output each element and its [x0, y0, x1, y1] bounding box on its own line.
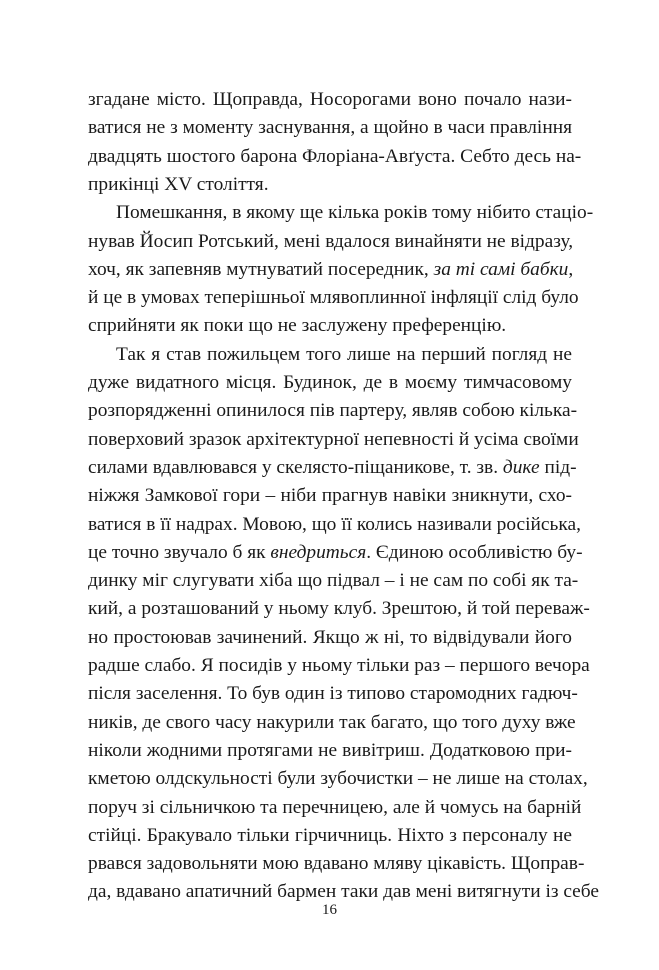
text-line — [88, 397, 578, 425]
italic-text: за ті самі бабки — [433, 258, 569, 280]
text-segment: поруч зі сільничкою та перечницею, але й чомусь на барній — [88, 796, 582, 818]
text-line — [88, 850, 585, 878]
text-segment: стійці. Бракувало тільки гірчичниць. Ніхто з персоналу не — [88, 824, 572, 846]
text-segment: це точно звучало б як — [88, 541, 271, 563]
text-segment: нував Йосип Ротський, мені вдалося винайняти не відразу, — [88, 230, 574, 252]
text-segment: радше слабо. Я посидів у ньому тільки раз – першого вечора — [88, 655, 590, 676]
text-segment: прикінці XV століття. — [88, 173, 269, 195]
text-line — [88, 567, 579, 595]
text-line — [88, 171, 572, 199]
text-line — [88, 595, 590, 623]
page-number: 16 — [322, 902, 337, 918]
text-segment: ватися в її надрах. Мовою, що її колись називали російська, — [88, 513, 581, 535]
text-line — [88, 143, 582, 171]
text-segment: під- — [539, 456, 577, 478]
text-segment: , — [568, 258, 574, 280]
text-segment: Помешкання, в якому ще кілька років тому нібито стаціо- — [116, 202, 594, 224]
text-segment: ватися не з моменту заснування, а щойно в часи правління — [88, 117, 572, 139]
text-segment: динку міг слугувати хіба що підвал – і не сам по собі як та- — [88, 570, 579, 592]
text-line — [88, 822, 572, 850]
text-line — [88, 312, 572, 340]
italic-text: дике — [502, 456, 540, 478]
text-line — [88, 284, 579, 312]
text-line — [88, 341, 572, 369]
text-line — [88, 114, 572, 142]
text-segment: силами вдавлювався у скелясто-піщаникове, т. зв. — [88, 456, 503, 478]
text-segment: . Єдиною особливістю бу- — [366, 541, 583, 563]
text-line — [88, 709, 576, 737]
text-segment: дуже видатного місця. Будинок, де в моєму тимчасовому — [88, 372, 572, 393]
text-line — [88, 454, 577, 482]
text-line — [88, 737, 572, 765]
text-segment: двадцять шостого барона Флоріана-Авґуста. Себто десь на- — [88, 145, 582, 167]
text-segment: й це в умовах теперішньої млявоплинної інфляції слід було — [88, 287, 579, 309]
text-segment: рвався задовольняти мою вдавано мляву цікавість. Щоправ- — [88, 853, 585, 875]
text-line — [88, 426, 579, 454]
text-segment: після заселення. То був один із типово старомодних гадюч- — [88, 683, 578, 705]
text-segment: згадане місто. Щоправда, Носорогами воно почало нази- — [88, 89, 572, 110]
text-segment: хоч, як запевняв мутнуватий посередник, — [88, 258, 434, 280]
text-segment: сприйняти як поки що не заслужену преференцію. — [88, 315, 507, 337]
text-segment: но простоював зачинений. Якщо ж ні, то відвідували його — [88, 626, 572, 648]
italic-text: внедриться — [270, 541, 367, 563]
text-line — [88, 794, 582, 822]
text-line — [88, 369, 572, 397]
text-segment: ніколи жодними протягами не вивітриш. Додатковою при- — [88, 739, 572, 761]
text-line — [88, 624, 572, 652]
text-segment: розпорядженні опинилося пів партеру, являв собою кілька- — [88, 400, 578, 422]
text-segment: поверховий зразок архітектурної непевності й усіма своїми — [88, 428, 579, 450]
text-line — [88, 765, 588, 793]
text-segment: кметою олдскульності були зубочистки – не лише на столах, — [88, 768, 588, 790]
text-segment: ніжжя Замкової гори – ніби прагнув навіки зникнути, схо- — [88, 485, 572, 507]
text-segment: Так я став пожильцем того лише на перший погляд не — [116, 343, 572, 365]
text-line — [88, 199, 594, 227]
text-line — [88, 256, 572, 284]
text-segment: кий, а розташований у ньому клуб. Зрештою, й той переваж- — [88, 598, 590, 620]
text-segment: да, вдавано апатичний бармен таки дав мені витягнути із себе — [88, 881, 600, 903]
text-line — [88, 652, 590, 680]
text-segment: ників, де свого часу накурили так багато, що того духу вже — [88, 711, 576, 733]
text-line — [88, 482, 572, 510]
text-line — [88, 86, 572, 114]
text-line — [88, 680, 578, 708]
text-line — [88, 539, 583, 567]
text-line — [88, 228, 572, 256]
text-line — [88, 511, 581, 539]
